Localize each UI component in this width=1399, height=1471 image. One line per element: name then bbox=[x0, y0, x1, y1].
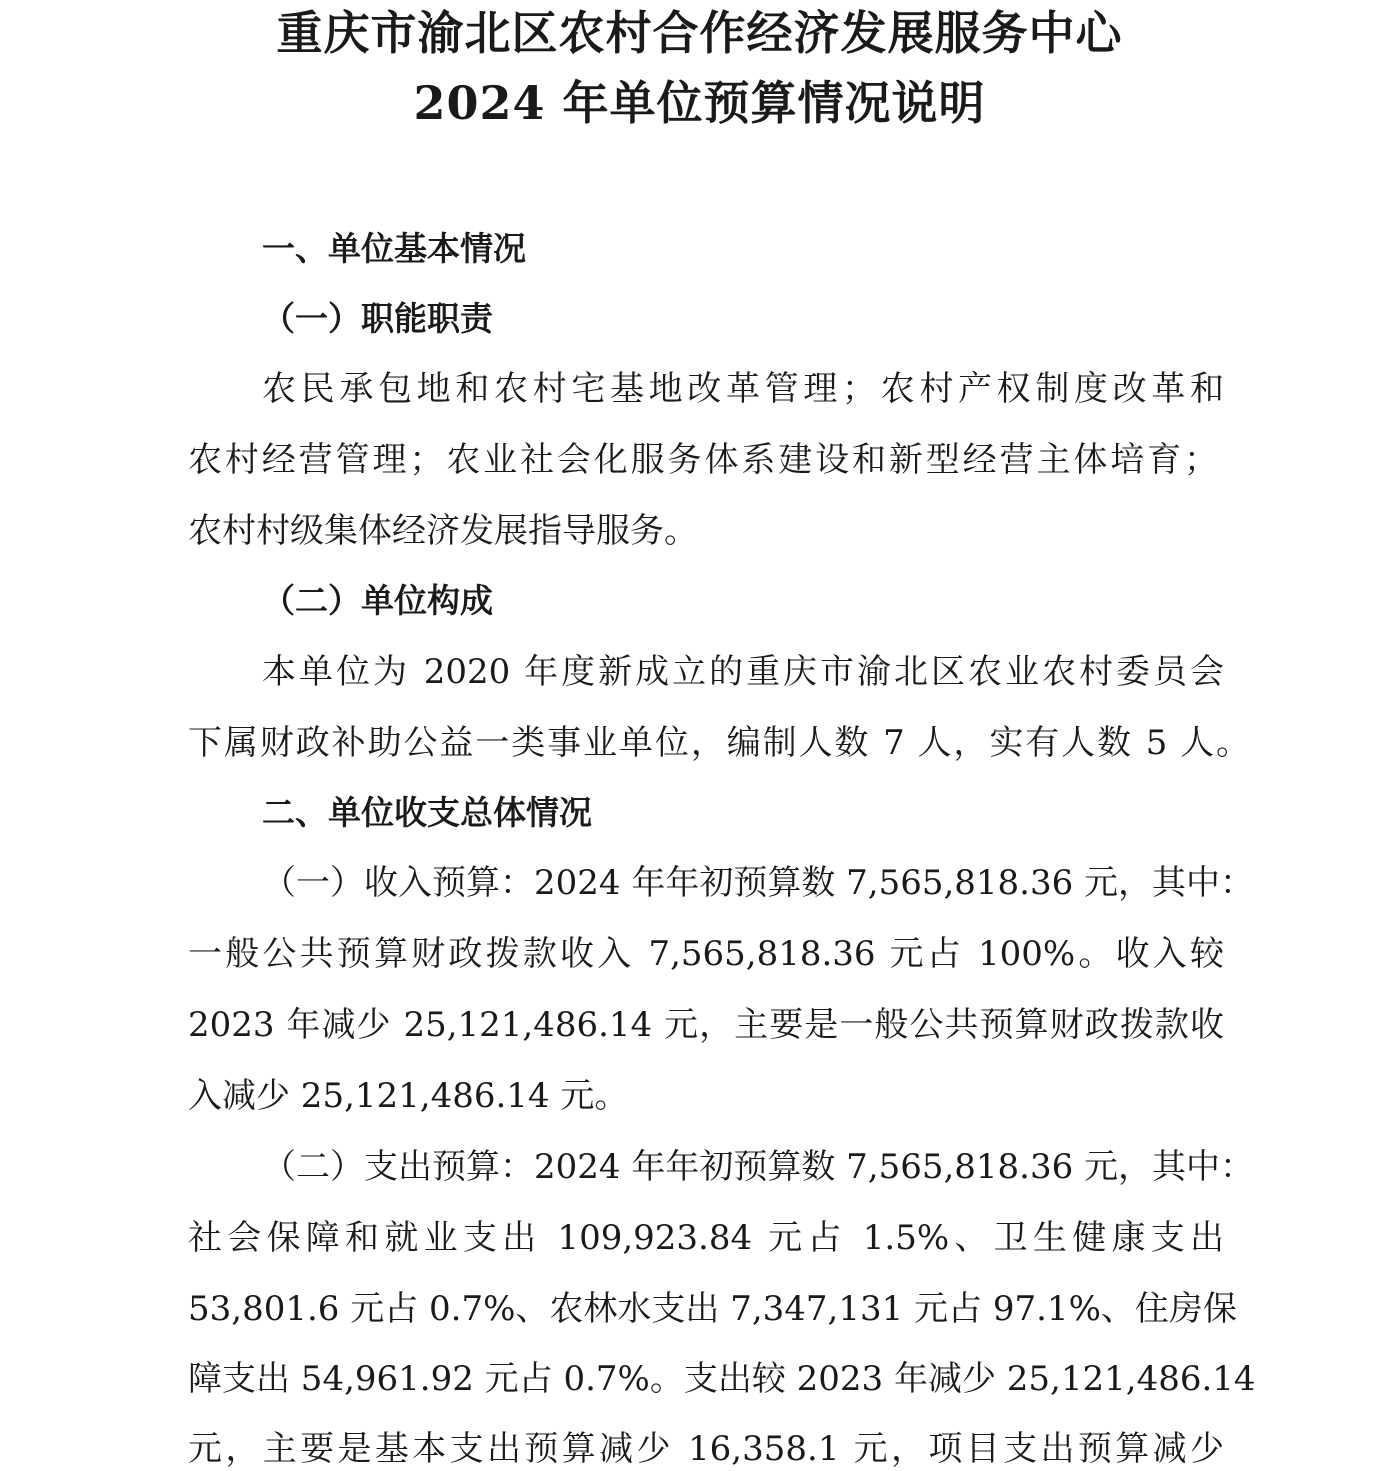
section-2-heading: 二、单位收支总体情况 bbox=[262, 793, 592, 832]
duties-paragraph-line-3: 农村村级集体经济发展指导服务。 bbox=[188, 511, 698, 551]
expense-paragraph-line-2: 社会保障和就业支出 109,923.84 元占 1.5%、卫生健康支出 bbox=[188, 1218, 1224, 1258]
document-title-line-2: 2024 年单位预算情况说明 bbox=[413, 76, 986, 130]
document-title-line-1: 重庆市渝北区农村合作经济发展服务中心 bbox=[276, 6, 1123, 60]
section-1-heading: 一、单位基本情况 bbox=[262, 229, 526, 268]
composition-paragraph-line-2: 下属财政补助公益一类事业单位，编制人数 7 人，实有人数 5 人。 bbox=[188, 723, 1250, 763]
expense-paragraph-line-1: （二）支出预算：2024 年年初预算数 7,565,818.36 元，其中： bbox=[262, 1147, 1255, 1187]
income-paragraph-line-4: 入减少 25,121,486.14 元。 bbox=[188, 1076, 629, 1116]
section-1-sub-2-heading: （二）单位构成 bbox=[262, 581, 493, 620]
expense-paragraph-line-5: 元，主要是基本支出预算减少 16,358.1 元，项目支出预算减少 bbox=[188, 1429, 1224, 1469]
income-paragraph-line-1: （一）收入预算：2024 年年初预算数 7,565,818.36 元，其中： bbox=[262, 863, 1255, 903]
section-1-sub-1-heading: （一）职能职责 bbox=[262, 299, 493, 338]
duties-paragraph-line-2: 农村经营管理；农业社会化服务体系建设和新型经营主体培育； bbox=[188, 440, 1218, 480]
expense-paragraph-line-4: 障支出 54,961.92 元占 0.7%。支出较 2023 年减少 25,121,486.14 bbox=[188, 1359, 1256, 1399]
income-paragraph-line-2: 一般公共预算财政拨款收入 7,565,818.36 元占 100%。收入较 bbox=[188, 934, 1224, 974]
income-paragraph-line-3: 2023 年减少 25,121,486.14 元，主要是一般公共预算财政拨款收 bbox=[188, 1005, 1224, 1045]
composition-paragraph-line-1: 本单位为 2020 年度新成立的重庆市渝北区农业农村委员会 bbox=[262, 652, 1224, 692]
duties-paragraph-line-1: 农民承包地和农村宅基地改革管理；农村产权制度改革和 bbox=[262, 369, 1224, 409]
expense-paragraph-line-3: 53,801.6 元占 0.7%、农林水支出 7,347,131 元占 97.1%、住房保 bbox=[188, 1289, 1237, 1329]
